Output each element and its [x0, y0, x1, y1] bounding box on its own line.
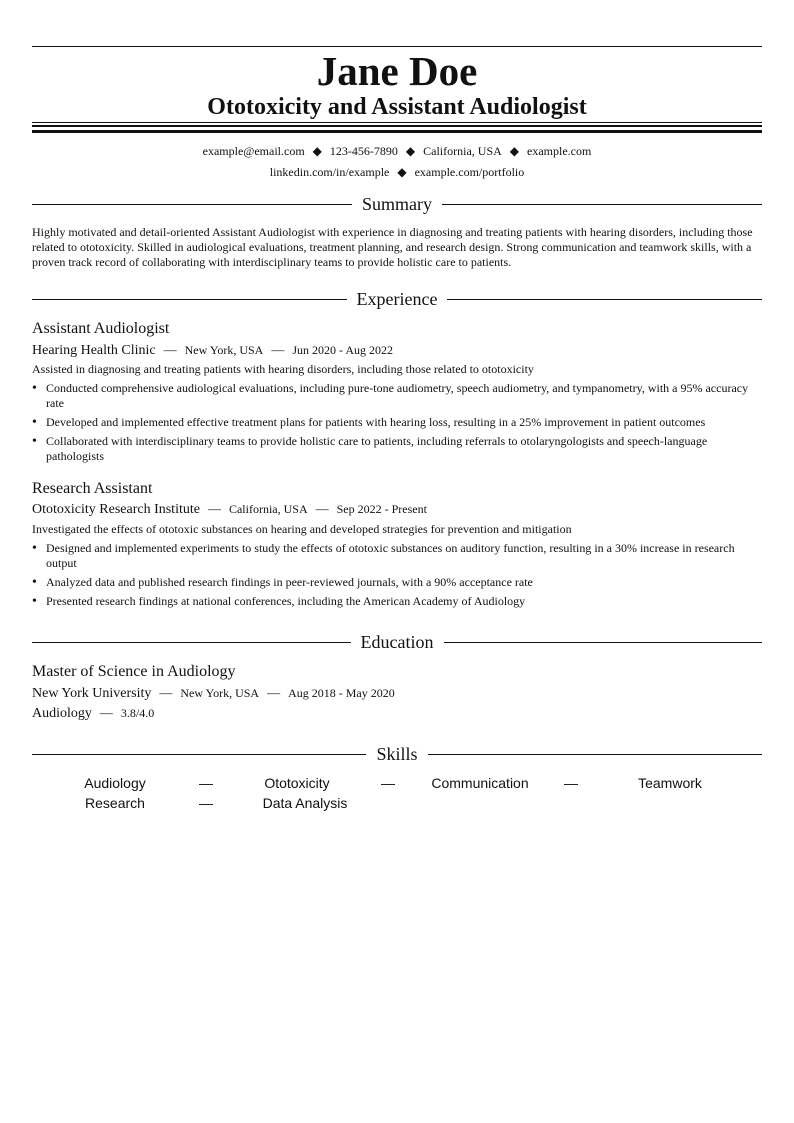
job-description: Investigated the effects of ototoxic substances on hearing and developed strategies for prevention and mitigation — [32, 522, 572, 536]
top-rule — [32, 46, 762, 47]
school-dates: Aug 2018 - May 2020 — [288, 686, 395, 700]
skills-row — [32, 773, 762, 793]
skill-item: Data Analysis — [262, 795, 348, 811]
job-location: New York, USA — [184, 343, 264, 357]
job-org-line — [32, 500, 427, 519]
dash-separator: — — [271, 342, 285, 357]
contact-email[interactable]: example@email.com — [202, 144, 305, 158]
field-of-study: Audiology — [32, 706, 92, 721]
dash-separator: — — [163, 342, 177, 357]
skill-item: Communication — [431, 775, 529, 791]
job-org: Hearing Health Clinic — [32, 343, 156, 358]
experience-heading-label: Experience — [356, 289, 438, 309]
contact-line-2 — [32, 164, 762, 180]
job-dates: Jun 2020 - Aug 2022 — [292, 343, 393, 357]
summary-heading — [32, 192, 762, 216]
bullet-icon: • — [32, 541, 37, 556]
diamond-icon: ◆ — [397, 165, 407, 179]
education-heading-label: Education — [360, 632, 434, 652]
job-org: Ototoxicity Research Institute — [32, 502, 200, 517]
field-line — [32, 704, 154, 723]
bullet-icon: • — [32, 575, 37, 590]
list-item: • Developed and implemented effective treatment plans for patients with hearing loss, resulting in a 25% improvement in patient outcomes — [32, 415, 706, 430]
list-item: • Conducted comprehensive audiological evaluations, including pure-tone audiometry, speech audiometry, and tympanometry, with a 95% accuracy rate — [32, 381, 749, 410]
dash-separator: — — [199, 795, 213, 811]
candidate-title: Ototoxicity and Assistant Audiologist — [207, 94, 587, 120]
header-rule-mid — [32, 125, 762, 127]
contact-phone[interactable]: 123-456-7890 — [329, 144, 398, 158]
experience-heading — [32, 287, 762, 311]
dash-separator: — — [159, 685, 173, 700]
dash-separator: — — [207, 501, 221, 516]
bullet-icon: • — [32, 381, 37, 396]
skills-heading-label: Skills — [376, 744, 418, 764]
skill-item: Audiology — [84, 775, 146, 791]
diamond-icon: ◆ — [312, 144, 322, 158]
contact-portfolio[interactable]: example.com/portfolio — [414, 165, 525, 179]
contact-website[interactable]: example.com — [527, 144, 592, 158]
header-rule-thick — [32, 130, 762, 133]
header-rule-thin — [32, 122, 762, 123]
diamond-icon: ◆ — [509, 144, 520, 158]
contact-location: California, USA — [423, 144, 502, 158]
school-location: New York, USA — [180, 686, 260, 700]
job-dates: Sep 2022 - Present — [336, 502, 427, 516]
job-title: Assistant Audiologist — [32, 320, 170, 337]
list-item: • Analyzed data and published research findings in peer-reviewed journals, with a 90% acceptance rate — [32, 575, 533, 590]
bullet-icon: • — [32, 594, 37, 609]
skill-item: Ototoxicity — [264, 775, 330, 791]
school-name: New York University — [32, 686, 152, 701]
job-title: Research Assistant — [32, 480, 153, 497]
skill-item: Teamwork — [638, 775, 702, 791]
dash-separator: — — [381, 775, 395, 791]
degree-title: Master of Science in Audiology — [32, 663, 236, 680]
school-line — [32, 684, 395, 703]
dash-separator: — — [199, 775, 213, 791]
list-item: • Collaborated with interdisciplinary teams to provide holistic care to patients, including referrals to otolaryngologists and speech-language pathologists — [32, 434, 708, 463]
dash-separator: — — [99, 705, 113, 720]
gpa: 3.8/4.0 — [120, 706, 155, 720]
job-org-line — [32, 341, 393, 360]
dash-separator: — — [564, 775, 578, 791]
skills-row — [32, 793, 762, 813]
summary-heading-label: Summary — [362, 194, 432, 214]
job-description: Assisted in diagnosing and treating patients with hearing disorders, including those related to ototoxicity — [32, 362, 534, 376]
list-item: • Designed and implemented experiments to study the effects of ototoxic substances on auditory function, resulting in a 30% increase in research output — [32, 541, 735, 570]
skill-item: Research — [85, 795, 145, 811]
dash-separator: — — [315, 501, 329, 516]
dash-separator: — — [267, 685, 281, 700]
bullet-icon: • — [32, 415, 37, 430]
diamond-icon: ◆ — [405, 144, 416, 158]
list-item: • Presented research findings at national conferences, including the American Academy of Audiology — [32, 594, 526, 609]
contact-linkedin[interactable]: linkedin.com/in/example — [269, 165, 390, 179]
job-bullets — [32, 381, 762, 468]
job-location: California, USA — [228, 502, 308, 516]
education-heading — [32, 630, 762, 654]
summary-text: Highly motivated and detail-oriented Assistant Audiologist with experience in diagnosing and treating patients with hearing disorders, including those related to ototoxicity. Skilled in audiological evaluations, treatment planning, and research design. Strong communication and teamwork skills, with a proven track record of collaborating with interdisciplinary teams to provide holistic care to patients. — [32, 225, 753, 269]
skills-heading — [32, 742, 762, 766]
bullet-icon: • — [32, 434, 37, 449]
contact-line-1 — [32, 143, 762, 159]
job-bullets — [32, 541, 762, 613]
candidate-name: Jane Doe — [316, 48, 478, 94]
